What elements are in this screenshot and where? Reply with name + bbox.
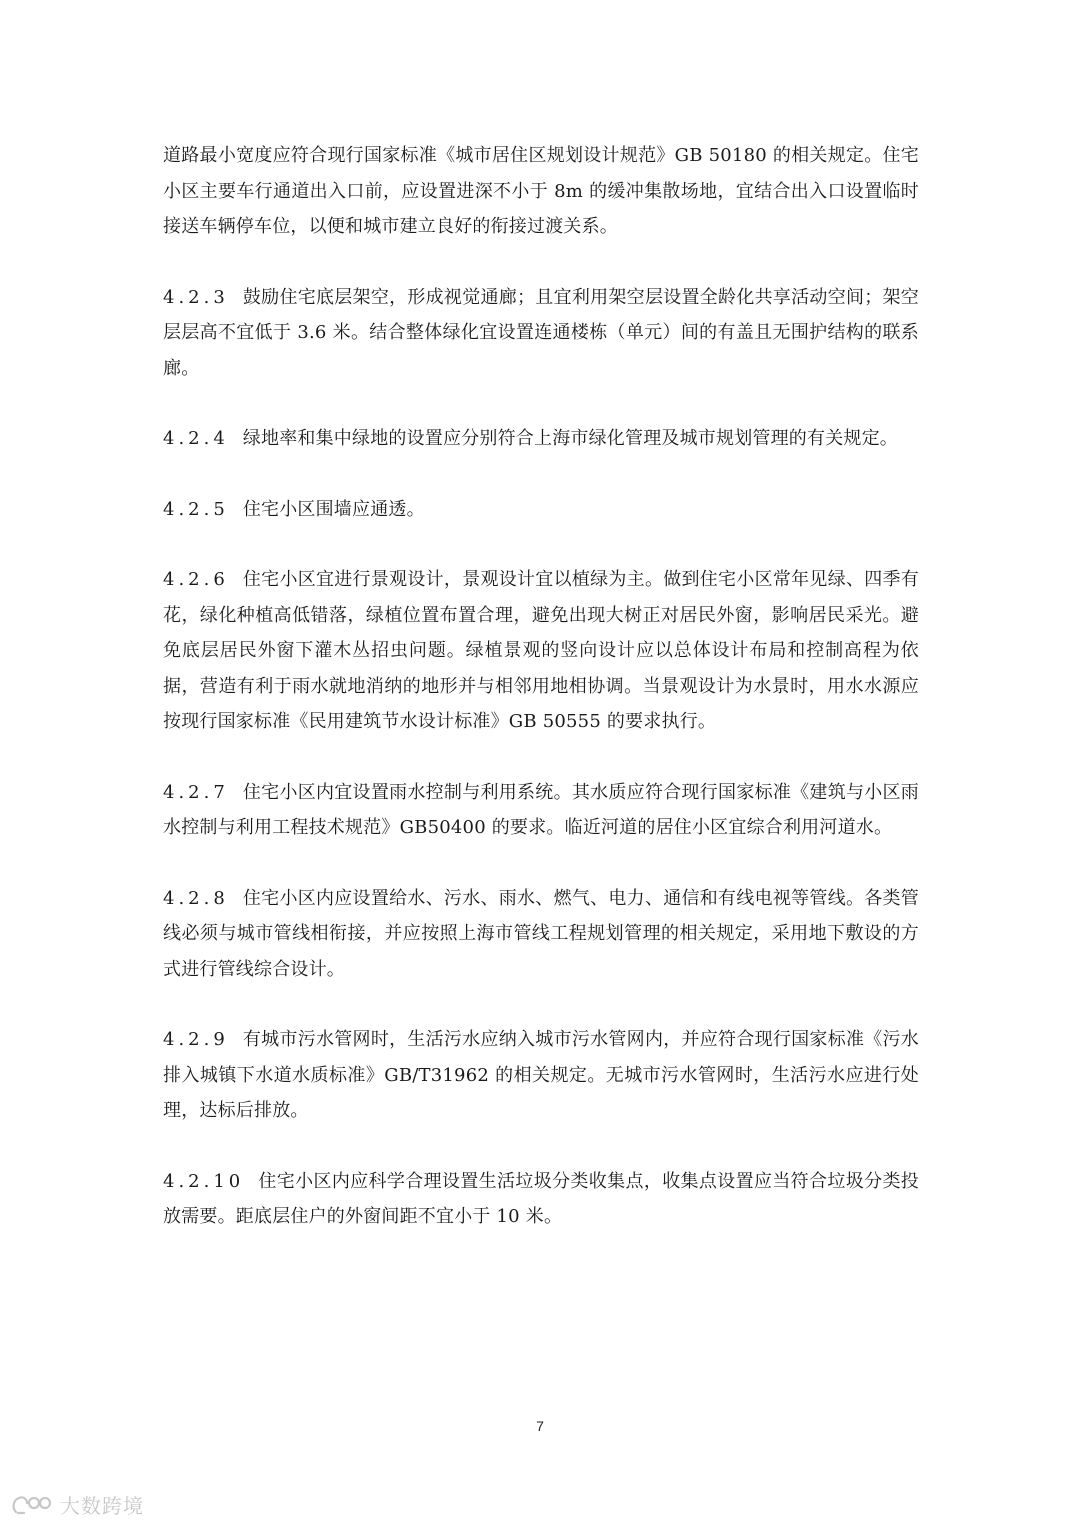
clause-text: 有城市污水管网时，生活污水应纳入城市污水管网内，并应符合现行国家标准《污水排入城镇下水道水质标准》GB/T31962 的相关规定。无城市污水管网时，生活污水应进行处理，达标后排放。: [163, 1029, 919, 1121]
clause-number: 4.2.5: [163, 498, 229, 520]
clause-4-2-10: [163, 1164, 919, 1235]
paragraph-text: 道路最小宽度应符合现行国家标准《城市居住区规划设计规范》GB 50180 的相关规定。住宅小区主要车行通道出入口前，应设置进深不小于 8m 的缓冲集散场地，宜结合出入口设置临时接送车辆停车位，以便和城市建立良好的衔接过渡关系。: [163, 145, 919, 237]
clause-4-2-6: [163, 562, 919, 740]
clause-4-2-9: [163, 1022, 919, 1129]
clause-4-2-3: [163, 280, 919, 387]
clause-text: 住宅小区内应科学合理设置生活垃圾分类收集点，收集点设置应当符合垃圾分类投放需要。距底层住户的外窗间距不宜小于 10 米。: [163, 1170, 919, 1227]
document-body: [163, 138, 919, 1270]
clause-4-2-4: [163, 421, 919, 457]
clause-4-2-8: [163, 881, 919, 988]
clause-text: 住宅小区内宜设置雨水控制与利用系统。其水质应符合现行国家标准《建筑与小区雨水控制与利用工程技术规范》GB50400 的要求。临近河道的居住小区宜综合利用河道水。: [163, 781, 919, 838]
clause-text: 住宅小区围墙应通透。: [242, 498, 425, 520]
clause-number: 4.2.10: [163, 1170, 245, 1192]
paragraph-continued: [163, 138, 919, 245]
clause-text: 住宅小区内应设置给水、污水、雨水、燃气、电力、通信和有线电视等管线。各类管线必须与城市管线相衔接，并应按照上海市管线工程规划管理的相关规定，采用地下敷设的方式进行管线综合设计。: [163, 887, 919, 980]
clause-4-2-7: [163, 775, 919, 846]
page-number: 7: [536, 1418, 544, 1434]
clause-number: 4.2.3: [163, 286, 229, 308]
clause-text: 鼓励住宅底层架空，形成视觉通廊；且宜利用架空层设置全龄化共享活动空间；架空层层高不宜低于 3.6 米。结合整体绿化宜设置连通楼栋（单元）间的有盖且无围护结构的联系廊。: [163, 286, 919, 379]
watermark: [10, 1490, 144, 1519]
watermark-text: 大数跨境: [60, 1494, 144, 1518]
clause-number: 4.2.6: [163, 569, 229, 590]
clause-text: 住宅小区宜进行景观设计，景观设计宜以植绿为主。做到住宅小区常年见绿、四季有花，绿化种植高低错落，绿植位置布置合理，避免出现大树正对居民外窗，影响居民采光。避免底层居民外窗下灌木丛招虫问题。绿植景观的竖向设计应以总体设计布局和控制高程为依据，营造有利于雨水就地消纳的地形并与相邻用地相协调。当景观设计为水景时，用水水源应按现行国家标准《民用建筑节水设计标准》GB 50555 的要求执行。: [163, 569, 919, 732]
clause-number: 4.2.9: [163, 1029, 229, 1050]
clause-number: 4.2.7: [163, 781, 229, 803]
dashuju-logo-icon: [10, 1492, 54, 1518]
clause-4-2-5: [163, 492, 919, 528]
clause-text: 绿地率和集中绿地的设置应分别符合上海市绿化管理及城市规划管理的有关规定。: [242, 428, 899, 449]
clause-number: 4.2.4: [163, 428, 229, 449]
clause-number: 4.2.8: [163, 887, 229, 909]
